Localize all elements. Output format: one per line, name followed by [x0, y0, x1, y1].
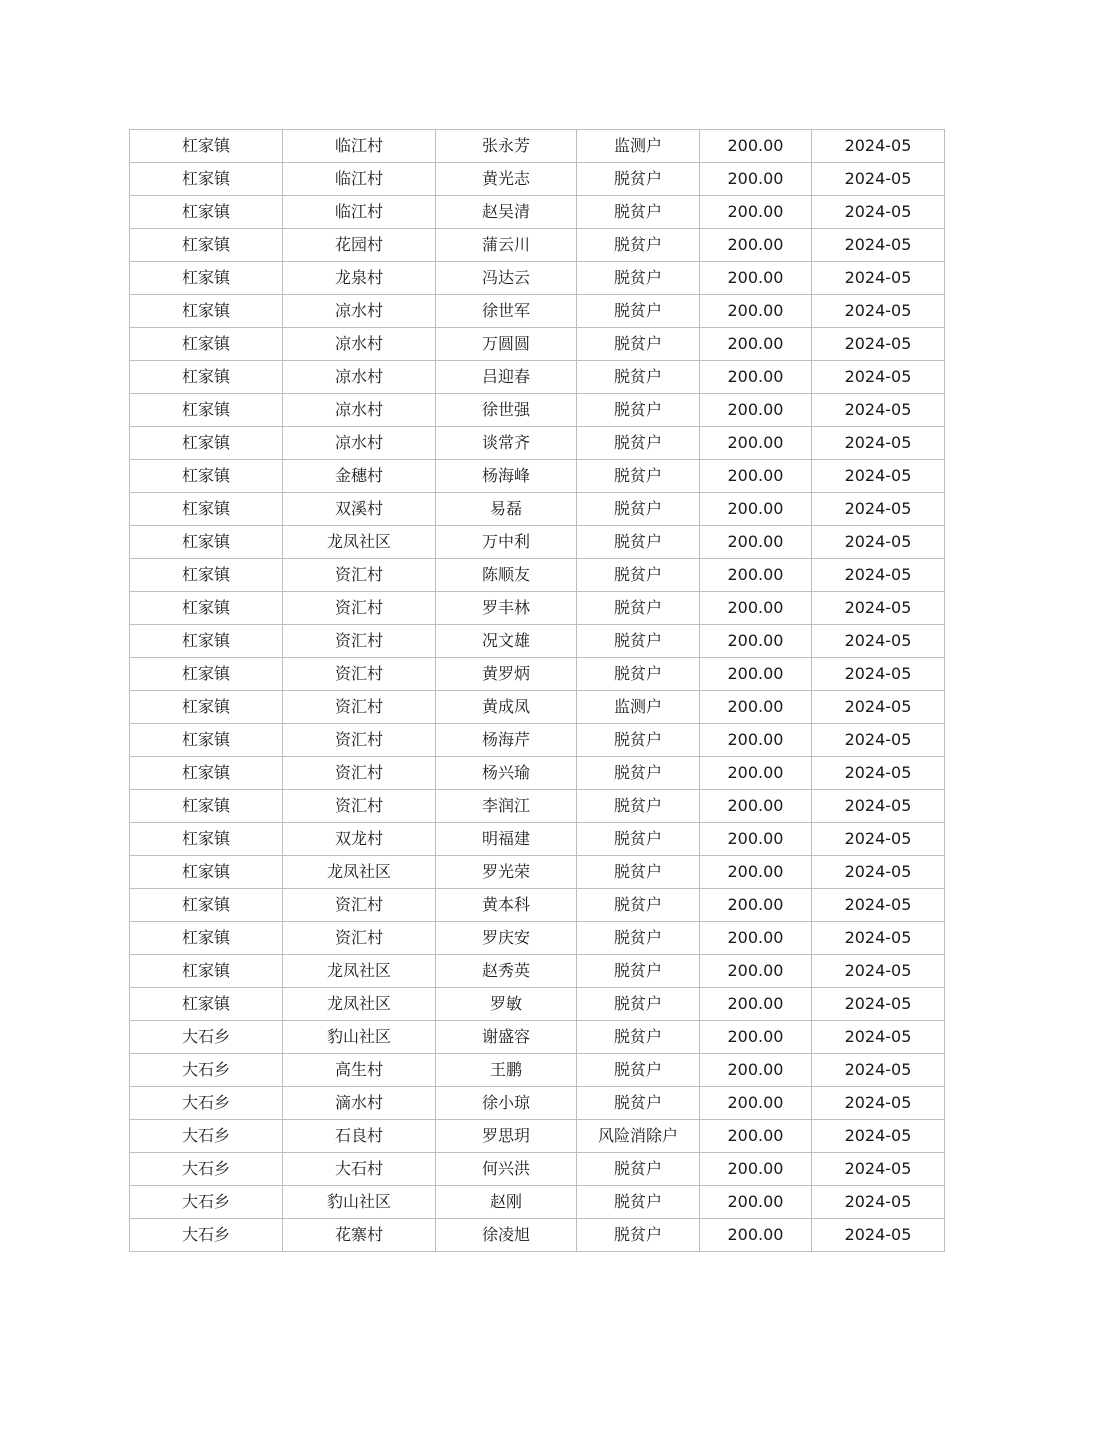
- amount-cell: 200.00: [700, 823, 812, 856]
- household-type-cell: 风险消除户: [577, 1120, 700, 1153]
- table-row: [130, 130, 945, 163]
- household-type-cell: 脱贫户: [577, 262, 700, 295]
- amount-cell: 200.00: [700, 1219, 812, 1252]
- town-cell: 杠家镇: [130, 889, 283, 922]
- village-cell: 凉水村: [283, 361, 436, 394]
- household-type-cell: 脱贫户: [577, 196, 700, 229]
- town-cell: 杠家镇: [130, 823, 283, 856]
- name-cell: 杨海峰: [436, 460, 577, 493]
- amount-cell: 200.00: [700, 460, 812, 493]
- month-cell: 2024-05: [812, 790, 945, 823]
- household-type-cell: 脱贫户: [577, 856, 700, 889]
- household-type-cell: 脱贫户: [577, 757, 700, 790]
- village-cell: 花园村: [283, 229, 436, 262]
- amount-cell: 200.00: [700, 724, 812, 757]
- amount-cell: 200.00: [700, 1153, 812, 1186]
- month-cell: 2024-05: [812, 526, 945, 559]
- name-cell: 徐世强: [436, 394, 577, 427]
- month-cell: 2024-05: [812, 460, 945, 493]
- town-cell: 杠家镇: [130, 790, 283, 823]
- month-cell: 2024-05: [812, 955, 945, 988]
- table-row: [130, 1120, 945, 1153]
- name-cell: 罗光荣: [436, 856, 577, 889]
- village-cell: 资汇村: [283, 592, 436, 625]
- household-type-cell: 脱贫户: [577, 1186, 700, 1219]
- town-cell: 大石乡: [130, 1120, 283, 1153]
- village-cell: 龙凤社区: [283, 856, 436, 889]
- household-type-cell: 脱贫户: [577, 592, 700, 625]
- name-cell: 徐世军: [436, 295, 577, 328]
- household-type-cell: 脱贫户: [577, 1219, 700, 1252]
- town-cell: 杠家镇: [130, 394, 283, 427]
- month-cell: 2024-05: [812, 922, 945, 955]
- name-cell: 张永芳: [436, 130, 577, 163]
- month-cell: 2024-05: [812, 1120, 945, 1153]
- name-cell: 黄成凤: [436, 691, 577, 724]
- town-cell: 杠家镇: [130, 196, 283, 229]
- amount-cell: 200.00: [700, 1021, 812, 1054]
- village-cell: 凉水村: [283, 394, 436, 427]
- amount-cell: 200.00: [700, 1186, 812, 1219]
- month-cell: 2024-05: [812, 1087, 945, 1120]
- household-type-cell: 脱贫户: [577, 427, 700, 460]
- household-type-cell: 脱贫户: [577, 988, 700, 1021]
- table-row: [130, 1021, 945, 1054]
- name-cell: 谢盛容: [436, 1021, 577, 1054]
- name-cell: 明福建: [436, 823, 577, 856]
- table-row: [130, 790, 945, 823]
- household-type-cell: 脱贫户: [577, 625, 700, 658]
- household-type-cell: 脱贫户: [577, 526, 700, 559]
- household-type-cell: 脱贫户: [577, 724, 700, 757]
- table-row: [130, 724, 945, 757]
- town-cell: 杠家镇: [130, 559, 283, 592]
- village-cell: 金穗村: [283, 460, 436, 493]
- table-row: [130, 1087, 945, 1120]
- name-cell: 王鹏: [436, 1054, 577, 1087]
- village-cell: 资汇村: [283, 889, 436, 922]
- town-cell: 杠家镇: [130, 163, 283, 196]
- table-row: [130, 295, 945, 328]
- household-type-cell: 脱贫户: [577, 493, 700, 526]
- month-cell: 2024-05: [812, 559, 945, 592]
- table-row: [130, 922, 945, 955]
- table-row: [130, 988, 945, 1021]
- village-cell: 临江村: [283, 196, 436, 229]
- household-type-cell: 脱贫户: [577, 328, 700, 361]
- village-cell: 凉水村: [283, 427, 436, 460]
- name-cell: 蒲云川: [436, 229, 577, 262]
- records-table: [129, 129, 945, 1252]
- name-cell: 黄罗炳: [436, 658, 577, 691]
- village-cell: 资汇村: [283, 658, 436, 691]
- name-cell: 罗敏: [436, 988, 577, 1021]
- month-cell: 2024-05: [812, 1021, 945, 1054]
- village-cell: 资汇村: [283, 790, 436, 823]
- household-type-cell: 脱贫户: [577, 295, 700, 328]
- amount-cell: 200.00: [700, 856, 812, 889]
- name-cell: 杨海芹: [436, 724, 577, 757]
- name-cell: 罗丰林: [436, 592, 577, 625]
- town-cell: 杠家镇: [130, 592, 283, 625]
- town-cell: 杠家镇: [130, 262, 283, 295]
- name-cell: 李润江: [436, 790, 577, 823]
- table-row: [130, 262, 945, 295]
- household-type-cell: 脱贫户: [577, 1021, 700, 1054]
- name-cell: 徐小琼: [436, 1087, 577, 1120]
- month-cell: 2024-05: [812, 394, 945, 427]
- amount-cell: 200.00: [700, 955, 812, 988]
- amount-cell: 200.00: [700, 163, 812, 196]
- town-cell: 大石乡: [130, 1087, 283, 1120]
- household-type-cell: 脱贫户: [577, 922, 700, 955]
- village-cell: 资汇村: [283, 724, 436, 757]
- household-type-cell: 脱贫户: [577, 823, 700, 856]
- town-cell: 杠家镇: [130, 130, 283, 163]
- amount-cell: 200.00: [700, 526, 812, 559]
- table-row: [130, 691, 945, 724]
- town-cell: 杠家镇: [130, 757, 283, 790]
- month-cell: 2024-05: [812, 724, 945, 757]
- month-cell: 2024-05: [812, 823, 945, 856]
- table-row: [130, 1219, 945, 1252]
- month-cell: 2024-05: [812, 493, 945, 526]
- village-cell: 资汇村: [283, 559, 436, 592]
- month-cell: 2024-05: [812, 856, 945, 889]
- village-cell: 豹山社区: [283, 1186, 436, 1219]
- month-cell: 2024-05: [812, 163, 945, 196]
- table-row: [130, 1153, 945, 1186]
- village-cell: 滴水村: [283, 1087, 436, 1120]
- table-row: [130, 493, 945, 526]
- records-table-body: [130, 130, 945, 1252]
- table-row: [130, 229, 945, 262]
- name-cell: 杨兴瑜: [436, 757, 577, 790]
- amount-cell: 200.00: [700, 1120, 812, 1153]
- amount-cell: 200.00: [700, 394, 812, 427]
- town-cell: 杠家镇: [130, 526, 283, 559]
- table-row: [130, 427, 945, 460]
- month-cell: 2024-05: [812, 889, 945, 922]
- name-cell: 易磊: [436, 493, 577, 526]
- village-cell: 大石村: [283, 1153, 436, 1186]
- month-cell: 2024-05: [812, 328, 945, 361]
- village-cell: 资汇村: [283, 691, 436, 724]
- month-cell: 2024-05: [812, 592, 945, 625]
- village-cell: 资汇村: [283, 757, 436, 790]
- town-cell: 杠家镇: [130, 229, 283, 262]
- amount-cell: 200.00: [700, 889, 812, 922]
- amount-cell: 200.00: [700, 361, 812, 394]
- month-cell: 2024-05: [812, 361, 945, 394]
- table-row: [130, 460, 945, 493]
- town-cell: 大石乡: [130, 1219, 283, 1252]
- table-row: [130, 625, 945, 658]
- amount-cell: 200.00: [700, 196, 812, 229]
- month-cell: 2024-05: [812, 658, 945, 691]
- month-cell: 2024-05: [812, 1186, 945, 1219]
- month-cell: 2024-05: [812, 427, 945, 460]
- name-cell: 赵吴清: [436, 196, 577, 229]
- month-cell: 2024-05: [812, 229, 945, 262]
- table-row: [130, 394, 945, 427]
- household-type-cell: 监测户: [577, 691, 700, 724]
- village-cell: 凉水村: [283, 295, 436, 328]
- amount-cell: 200.00: [700, 922, 812, 955]
- town-cell: 杠家镇: [130, 691, 283, 724]
- month-cell: 2024-05: [812, 988, 945, 1021]
- amount-cell: 200.00: [700, 1054, 812, 1087]
- town-cell: 杠家镇: [130, 988, 283, 1021]
- village-cell: 临江村: [283, 130, 436, 163]
- month-cell: 2024-05: [812, 757, 945, 790]
- town-cell: 大石乡: [130, 1186, 283, 1219]
- amount-cell: 200.00: [700, 592, 812, 625]
- town-cell: 杠家镇: [130, 658, 283, 691]
- village-cell: 凉水村: [283, 328, 436, 361]
- table-row: [130, 163, 945, 196]
- town-cell: 杠家镇: [130, 955, 283, 988]
- month-cell: 2024-05: [812, 691, 945, 724]
- amount-cell: 200.00: [700, 262, 812, 295]
- amount-cell: 200.00: [700, 658, 812, 691]
- amount-cell: 200.00: [700, 757, 812, 790]
- name-cell: 罗思玥: [436, 1120, 577, 1153]
- table-row: [130, 196, 945, 229]
- town-cell: 杠家镇: [130, 427, 283, 460]
- name-cell: 黄本科: [436, 889, 577, 922]
- month-cell: 2024-05: [812, 625, 945, 658]
- town-cell: 杠家镇: [130, 328, 283, 361]
- name-cell: 吕迎春: [436, 361, 577, 394]
- household-type-cell: 脱贫户: [577, 460, 700, 493]
- table-row: [130, 1054, 945, 1087]
- village-cell: 临江村: [283, 163, 436, 196]
- town-cell: 杠家镇: [130, 724, 283, 757]
- town-cell: 杠家镇: [130, 493, 283, 526]
- amount-cell: 200.00: [700, 295, 812, 328]
- village-cell: 龙凤社区: [283, 526, 436, 559]
- table-row: [130, 757, 945, 790]
- name-cell: 何兴洪: [436, 1153, 577, 1186]
- month-cell: 2024-05: [812, 130, 945, 163]
- village-cell: 双龙村: [283, 823, 436, 856]
- table-row: [130, 559, 945, 592]
- name-cell: 冯达云: [436, 262, 577, 295]
- name-cell: 谈常齐: [436, 427, 577, 460]
- household-type-cell: 脱贫户: [577, 1153, 700, 1186]
- village-cell: 豹山社区: [283, 1021, 436, 1054]
- name-cell: 万中利: [436, 526, 577, 559]
- household-type-cell: 脱贫户: [577, 559, 700, 592]
- town-cell: 杠家镇: [130, 460, 283, 493]
- amount-cell: 200.00: [700, 790, 812, 823]
- name-cell: 万圆圆: [436, 328, 577, 361]
- amount-cell: 200.00: [700, 1087, 812, 1120]
- month-cell: 2024-05: [812, 1153, 945, 1186]
- name-cell: 赵刚: [436, 1186, 577, 1219]
- household-type-cell: 脱贫户: [577, 1087, 700, 1120]
- household-type-cell: 脱贫户: [577, 658, 700, 691]
- amount-cell: 200.00: [700, 559, 812, 592]
- table-row: [130, 889, 945, 922]
- table-row: [130, 658, 945, 691]
- town-cell: 杠家镇: [130, 295, 283, 328]
- town-cell: 大石乡: [130, 1153, 283, 1186]
- table-row: [130, 592, 945, 625]
- town-cell: 杠家镇: [130, 856, 283, 889]
- village-cell: 龙凤社区: [283, 988, 436, 1021]
- month-cell: 2024-05: [812, 1219, 945, 1252]
- table-row: [130, 823, 945, 856]
- household-type-cell: 脱贫户: [577, 889, 700, 922]
- amount-cell: 200.00: [700, 691, 812, 724]
- amount-cell: 200.00: [700, 427, 812, 460]
- table-row: [130, 328, 945, 361]
- amount-cell: 200.00: [700, 130, 812, 163]
- table-row: [130, 361, 945, 394]
- month-cell: 2024-05: [812, 295, 945, 328]
- village-cell: 双溪村: [283, 493, 436, 526]
- village-cell: 高生村: [283, 1054, 436, 1087]
- town-cell: 杠家镇: [130, 361, 283, 394]
- amount-cell: 200.00: [700, 229, 812, 262]
- amount-cell: 200.00: [700, 625, 812, 658]
- name-cell: 陈顺友: [436, 559, 577, 592]
- household-type-cell: 脱贫户: [577, 229, 700, 262]
- household-type-cell: 脱贫户: [577, 163, 700, 196]
- name-cell: 况文雄: [436, 625, 577, 658]
- village-cell: 龙泉村: [283, 262, 436, 295]
- table-row: [130, 955, 945, 988]
- village-cell: 花寨村: [283, 1219, 436, 1252]
- table-row: [130, 526, 945, 559]
- table-row: [130, 1186, 945, 1219]
- household-type-cell: 脱贫户: [577, 361, 700, 394]
- household-type-cell: 监测户: [577, 130, 700, 163]
- village-cell: 资汇村: [283, 625, 436, 658]
- name-cell: 黄光志: [436, 163, 577, 196]
- household-type-cell: 脱贫户: [577, 955, 700, 988]
- town-cell: 大石乡: [130, 1054, 283, 1087]
- village-cell: 资汇村: [283, 922, 436, 955]
- name-cell: 徐凌旭: [436, 1219, 577, 1252]
- table-row: [130, 856, 945, 889]
- town-cell: 大石乡: [130, 1021, 283, 1054]
- month-cell: 2024-05: [812, 196, 945, 229]
- household-type-cell: 脱贫户: [577, 394, 700, 427]
- month-cell: 2024-05: [812, 1054, 945, 1087]
- amount-cell: 200.00: [700, 988, 812, 1021]
- month-cell: 2024-05: [812, 262, 945, 295]
- village-cell: 石良村: [283, 1120, 436, 1153]
- village-cell: 龙凤社区: [283, 955, 436, 988]
- town-cell: 杠家镇: [130, 922, 283, 955]
- town-cell: 杠家镇: [130, 625, 283, 658]
- name-cell: 罗庆安: [436, 922, 577, 955]
- household-type-cell: 脱贫户: [577, 790, 700, 823]
- name-cell: 赵秀英: [436, 955, 577, 988]
- household-type-cell: 脱贫户: [577, 1054, 700, 1087]
- amount-cell: 200.00: [700, 328, 812, 361]
- amount-cell: 200.00: [700, 493, 812, 526]
